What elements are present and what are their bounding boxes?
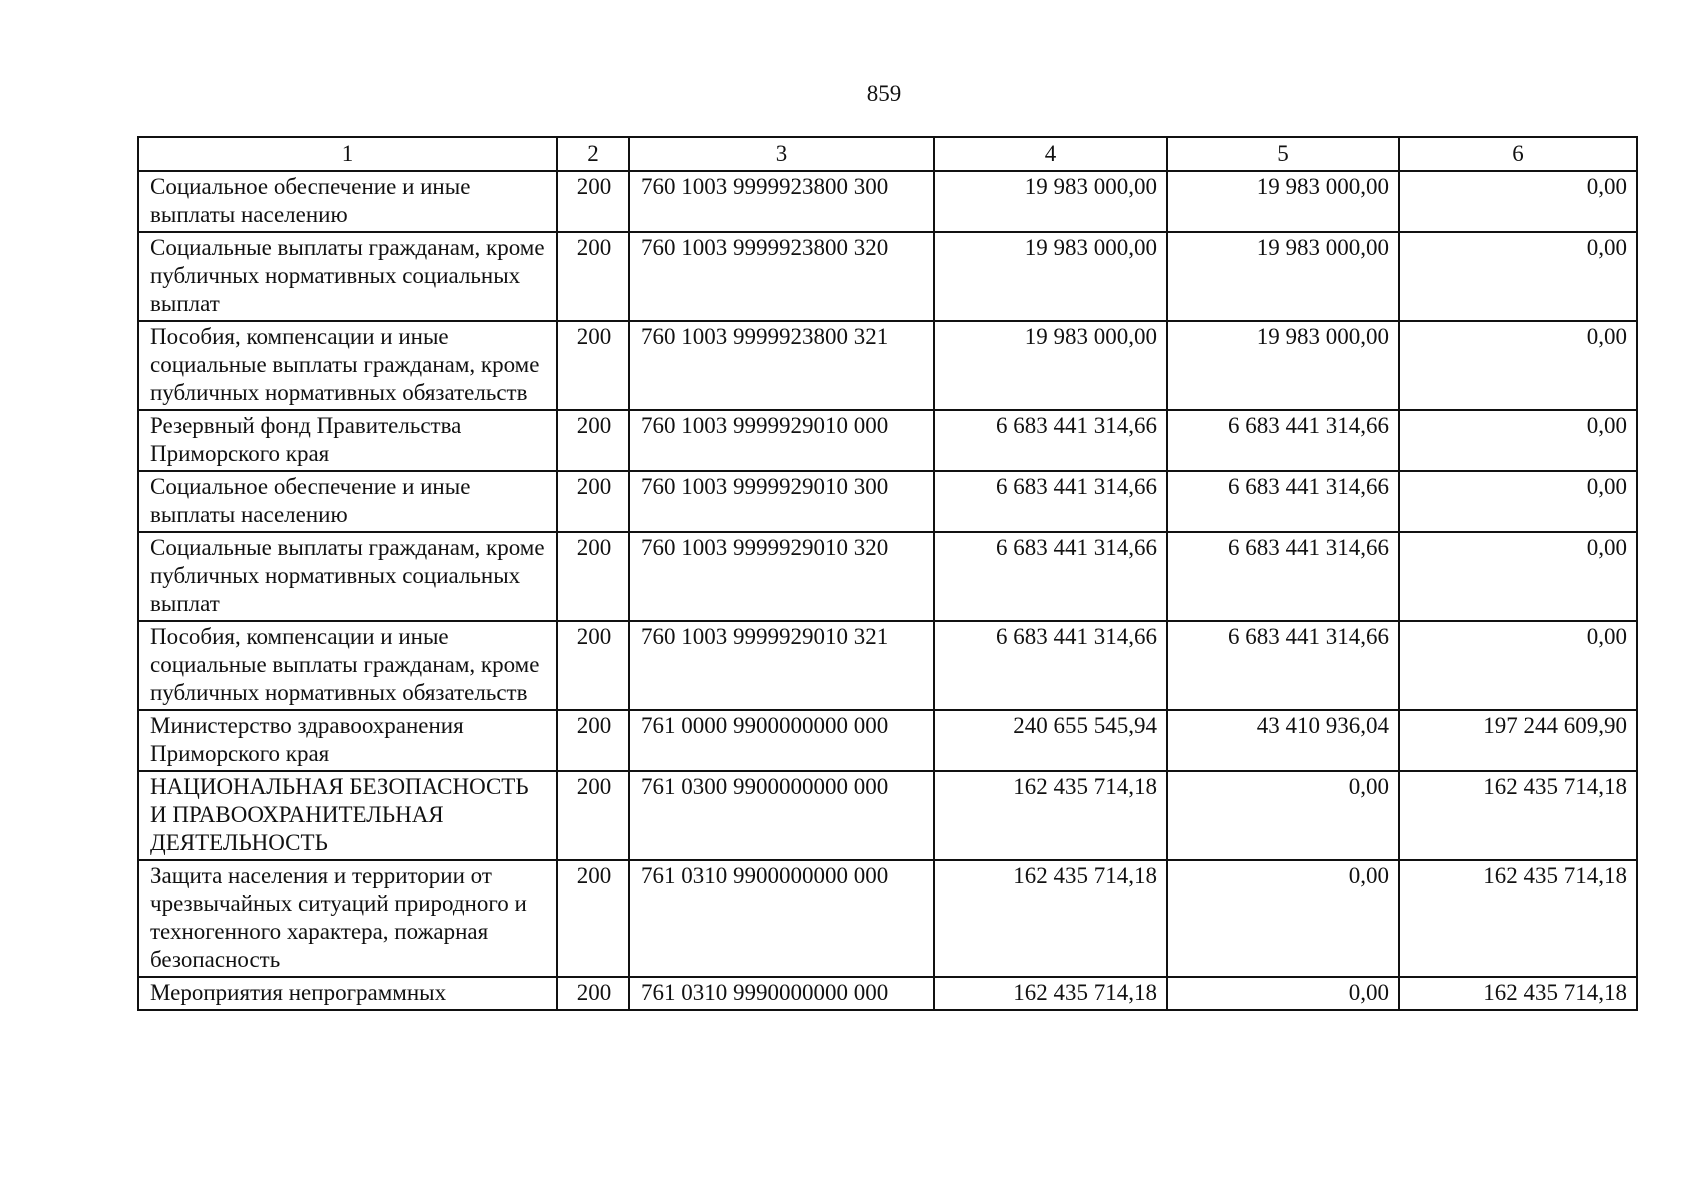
row-value5-cell: 0,00: [1167, 977, 1399, 1010]
column-header: 4: [934, 137, 1167, 171]
row-value6-cell: 0,00: [1399, 410, 1637, 471]
row-name-cell: Социальные выплаты гражданам, кроме публичных нормативных социальных выплат: [138, 532, 557, 621]
row-value5-cell: 0,00: [1167, 771, 1399, 860]
table-row: [138, 860, 1637, 977]
row-code-cell: 760 1003 9999929010 320: [629, 532, 934, 621]
row-col2-cell: 200: [557, 532, 629, 621]
row-value4-cell: 162 435 714,18: [934, 860, 1167, 977]
table-row: [138, 977, 1637, 1010]
row-value4-cell: 19 983 000,00: [934, 171, 1167, 232]
row-name-cell: Социальные выплаты гражданам, кроме публичных нормативных социальных выплат: [138, 232, 557, 321]
row-value6-cell: 0,00: [1399, 471, 1637, 532]
row-value5-cell: 6 683 441 314,66: [1167, 410, 1399, 471]
row-value5-cell: 19 983 000,00: [1167, 171, 1399, 232]
row-value5-cell: 43 410 936,04: [1167, 710, 1399, 771]
table-row: [138, 621, 1637, 710]
row-code-cell: 760 1003 9999929010 000: [629, 410, 934, 471]
row-value6-cell: 162 435 714,18: [1399, 860, 1637, 977]
row-value4-cell: 240 655 545,94: [934, 710, 1167, 771]
row-value4-cell: 6 683 441 314,66: [934, 410, 1167, 471]
row-value4-cell: 6 683 441 314,66: [934, 621, 1167, 710]
row-name-cell: Пособия, компенсации и иные социальные выплаты гражданам, кроме публичных нормативных обязательств: [138, 321, 557, 410]
row-name-cell: Мероприятия непрограммных: [138, 977, 557, 1010]
row-value4-cell: 19 983 000,00: [934, 232, 1167, 321]
row-name-cell: НАЦИОНАЛЬНАЯ БЕЗОПАСНОСТЬ И ПРАВООХРАНИТЕЛЬНАЯ ДЕЯТЕЛЬНОСТЬ: [138, 771, 557, 860]
table-header-row: [138, 137, 1637, 171]
row-value6-cell: 0,00: [1399, 532, 1637, 621]
row-name-cell: Резервный фонд Правительства Приморского края: [138, 410, 557, 471]
row-code-cell: 760 1003 9999923800 320: [629, 232, 934, 321]
row-name-cell: Пособия, компенсации и иные социальные выплаты гражданам, кроме публичных нормативных обязательств: [138, 621, 557, 710]
row-value6-cell: 162 435 714,18: [1399, 977, 1637, 1010]
row-col2-cell: 200: [557, 771, 629, 860]
row-value6-cell: 197 244 609,90: [1399, 710, 1637, 771]
table-row: [138, 232, 1637, 321]
row-name-cell: Социальное обеспечение и иные выплаты населению: [138, 471, 557, 532]
row-code-cell: 761 0000 9900000000 000: [629, 710, 934, 771]
row-value5-cell: 6 683 441 314,66: [1167, 532, 1399, 621]
row-value6-cell: 0,00: [1399, 321, 1637, 410]
row-col2-cell: 200: [557, 232, 629, 321]
row-name-cell: Министерство здравоохранения Приморского края: [138, 710, 557, 771]
row-value6-cell: 0,00: [1399, 232, 1637, 321]
row-col2-cell: 200: [557, 621, 629, 710]
row-value5-cell: 19 983 000,00: [1167, 321, 1399, 410]
table-row: [138, 771, 1637, 860]
table-row: [138, 171, 1637, 232]
page-number: 859: [866, 81, 902, 106]
row-value6-cell: 162 435 714,18: [1399, 771, 1637, 860]
row-col2-cell: 200: [557, 410, 629, 471]
table-row: [138, 410, 1637, 471]
row-value5-cell: 6 683 441 314,66: [1167, 621, 1399, 710]
column-header: 5: [1167, 137, 1399, 171]
row-code-cell: 761 0310 9900000000 000: [629, 860, 934, 977]
column-header: 6: [1399, 137, 1637, 171]
row-value4-cell: 6 683 441 314,66: [934, 532, 1167, 621]
budget-table: [137, 136, 1638, 1011]
row-col2-cell: 200: [557, 471, 629, 532]
row-value6-cell: 0,00: [1399, 621, 1637, 710]
row-code-cell: 761 0300 9900000000 000: [629, 771, 934, 860]
row-value5-cell: 19 983 000,00: [1167, 232, 1399, 321]
row-col2-cell: 200: [557, 860, 629, 977]
row-value4-cell: 162 435 714,18: [934, 771, 1167, 860]
row-value4-cell: 19 983 000,00: [934, 321, 1167, 410]
row-name-cell: Защита населения и территории от чрезвычайных ситуаций природного и техногенного характера, пожарная безопасность: [138, 860, 557, 977]
row-code-cell: 760 1003 9999923800 300: [629, 171, 934, 232]
table-row: [138, 321, 1637, 410]
row-value6-cell: 0,00: [1399, 171, 1637, 232]
row-value5-cell: 0,00: [1167, 860, 1399, 977]
row-code-cell: 760 1003 9999929010 321: [629, 621, 934, 710]
table-row: [138, 471, 1637, 532]
row-code-cell: 760 1003 9999929010 300: [629, 471, 934, 532]
row-value4-cell: 6 683 441 314,66: [934, 471, 1167, 532]
row-col2-cell: 200: [557, 977, 629, 1010]
row-code-cell: 761 0310 9990000000 000: [629, 977, 934, 1010]
row-value5-cell: 6 683 441 314,66: [1167, 471, 1399, 532]
column-header: 1: [138, 137, 557, 171]
table-row: [138, 710, 1637, 771]
row-col2-cell: 200: [557, 171, 629, 232]
row-col2-cell: 200: [557, 321, 629, 410]
row-value4-cell: 162 435 714,18: [934, 977, 1167, 1010]
row-code-cell: 760 1003 9999923800 321: [629, 321, 934, 410]
column-header: 2: [557, 137, 629, 171]
row-col2-cell: 200: [557, 710, 629, 771]
column-header: 3: [629, 137, 934, 171]
row-name-cell: Социальное обеспечение и иные выплаты населению: [138, 171, 557, 232]
table-row: [138, 532, 1637, 621]
